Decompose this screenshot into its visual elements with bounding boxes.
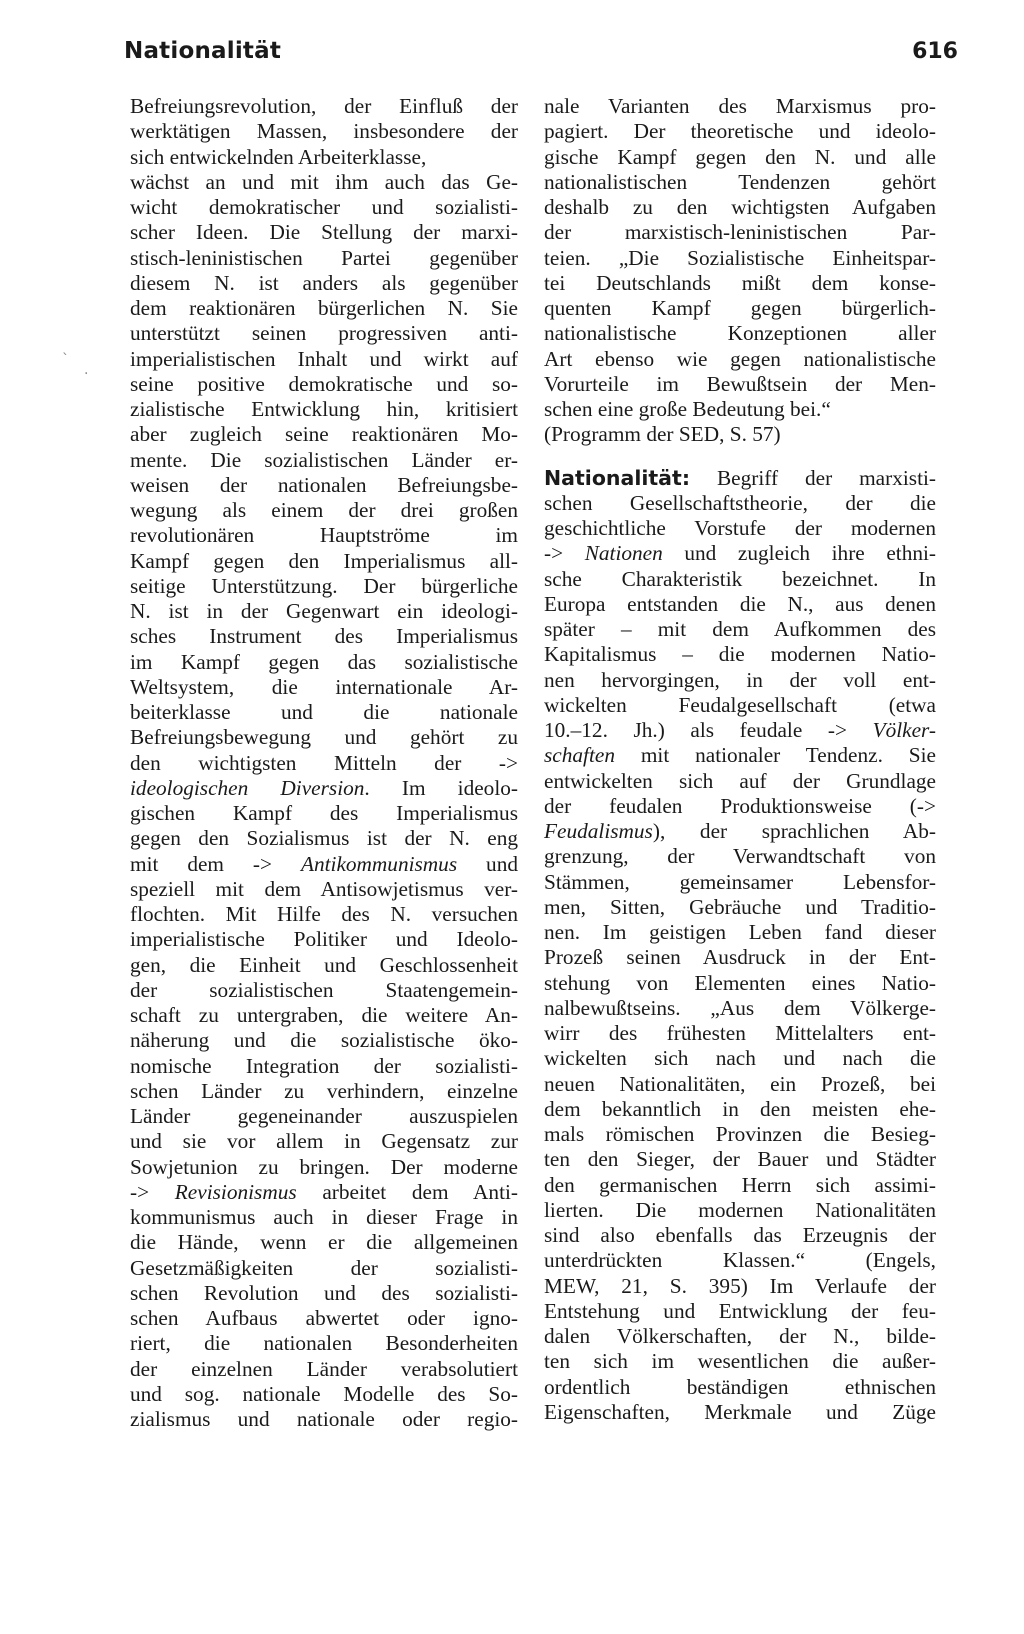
text-line: grenzung, der Verwandtschaft von xyxy=(544,844,936,869)
text-line: wickelten Feudalgesellschaft (etwa xyxy=(544,692,936,717)
text-line: deshalb zu den wichtigsten Aufgaben xyxy=(544,195,936,219)
text-line: entwickelten sich auf der Grundlage xyxy=(544,768,936,793)
text-line: 10.–12. Jh.) als feudale -> Völker- xyxy=(544,718,936,742)
cross-reference-term: ideologischen Diversion xyxy=(130,775,365,800)
text-line: schen Länder zu verhindern, einzelne xyxy=(130,1078,518,1103)
text-line: Stämmen, gemeinsamer Lebensfor- xyxy=(544,869,936,894)
text-line: sche Charakteristik bezeichnet. In xyxy=(544,566,936,591)
text-line: -> Revisionismus arbeitet dem Anti- xyxy=(130,1179,518,1204)
text-line: Kampf gegen den Imperialismus all- xyxy=(130,548,518,573)
text-line: werktätigen Massen, insbesondere der xyxy=(130,119,518,144)
text-line: wächst an und mit ihm auch das Ge- xyxy=(130,169,518,194)
text-line: Art ebenso wie gegen nationalistische xyxy=(544,346,936,371)
text-line: tei Deutschlands mißt dem konse- xyxy=(544,270,936,295)
text-line: sich entwickelnden Arbeiterklasse, xyxy=(130,144,427,169)
text-line: nationalistischen Tendenzen gehört xyxy=(544,169,936,194)
text-line: weisen der nationalen Befreiungsbe- xyxy=(130,472,518,497)
entry-first-line xyxy=(544,466,936,491)
arrow-icon: -> xyxy=(252,851,273,876)
arrow-icon: -> xyxy=(916,793,936,818)
text-line: dem bekanntlich in den meisten ehe- xyxy=(544,1096,936,1121)
text-line: schen Gesellschaftstheorie, der die xyxy=(544,490,936,515)
text-line: wirr des frühesten Mittelalters ent- xyxy=(544,1021,936,1045)
text-line: nen. Im geistigen Leben fand dieser xyxy=(544,920,936,944)
text-line: gische Kampf gegen den N. und alle xyxy=(544,144,936,169)
text-line: scher Ideen. Die Stellung der marxi- xyxy=(130,220,518,245)
text-line: pagiert. Der theoretische und ideolo- xyxy=(544,119,936,144)
text-line: unterstützt seinen progressiven anti- xyxy=(130,321,518,346)
text-line: kommunismus auch in dieser Frage in xyxy=(130,1205,518,1229)
text-line: nalbewußtseins. „Aus dem Völkerge- xyxy=(544,995,936,1020)
text-line: imperialistische Politiker und Ideolo- xyxy=(130,927,518,952)
left-column xyxy=(130,94,518,1432)
text-line: schaften mit nationaler Tendenz. Sie xyxy=(544,743,936,768)
text-line: dem reaktionären bürgerlichen N. Sie xyxy=(130,296,518,320)
text-line: beiterklasse und die nationale xyxy=(130,700,518,724)
text-line: speziell mit dem Antisowjetismus ver- xyxy=(130,876,518,901)
preceding-entry-continuation xyxy=(544,94,936,448)
text-line: ten sich im wesentlichen die außer- xyxy=(544,1349,936,1374)
text-line: mals römischen Provinzen die Besieg- xyxy=(544,1122,936,1146)
text-line: dalen Völkerschaften, der N., bilde- xyxy=(544,1324,936,1348)
text-line: gen, die Einheit und Geschlossenheit xyxy=(130,952,518,977)
text-line: und sie vor allem in Gegensatz zur xyxy=(130,1129,518,1154)
cross-reference-term: Nationen xyxy=(584,541,663,566)
text-line: sind also ebenfalls das Erzeugnis der xyxy=(544,1223,936,1247)
text-line: nationalistische Konzeptionen aller xyxy=(544,321,936,346)
entry-body xyxy=(544,491,936,1425)
margin-mark: · xyxy=(84,366,89,382)
text-line: schen Aufbaus abwertet oder igno- xyxy=(130,1306,518,1330)
text-line: Befreiungsbewegung und gehört zu xyxy=(130,725,518,750)
cross-reference-term: Feudalismus xyxy=(544,819,653,843)
text-line: seitige Unterstützung. Der bürgerliche xyxy=(130,573,518,598)
text-line: sches Instrument des Imperialismus xyxy=(130,624,518,649)
text-line: Gesetzmäßigkeiten der sozialisti- xyxy=(130,1255,518,1280)
text-line: den germanischen Herrn sich assimi- xyxy=(544,1172,936,1197)
text-line: imperialistischen Inhalt und wirkt auf xyxy=(130,346,518,371)
cross-reference-term: schaften xyxy=(544,743,615,768)
text-line: stisch-leninistischen Partei gegenüber xyxy=(130,245,518,270)
page-number: 616 xyxy=(912,39,958,64)
text-line: näherung und die sozialistische öko- xyxy=(130,1028,518,1053)
cross-reference-term: Völker- xyxy=(872,718,936,742)
text-line: schen eine große Bedeutung bei.“ xyxy=(544,397,831,421)
entry-first-line-text: Begriff der marxisti- xyxy=(690,465,936,490)
text-line: nale Varianten des Marxismus pro- xyxy=(544,94,936,118)
text-line: und sog. nationale Modelle des So- xyxy=(130,1381,518,1406)
text-line: riert, die nationalen Besonderheiten xyxy=(130,1331,518,1356)
text-line: N. ist in der Gegenwart ein ideologi- xyxy=(130,599,518,623)
text-line: wickelten sich nach und nach die xyxy=(544,1046,936,1071)
text-line: schaft zu untergraben, die weitere An- xyxy=(130,1003,518,1027)
text-line: -> Nationen und zugleich ihre ethni- xyxy=(544,541,936,566)
text-line: Vorurteile im Bewußtsein der Men- xyxy=(544,371,936,396)
text-line: Länder gegeneinander auszuspielen xyxy=(130,1104,518,1128)
text-line: mit dem -> Antikommunismus und xyxy=(130,851,518,876)
text-line: wegung als einem der drei großen xyxy=(130,498,518,522)
text-line: die Hände, wenn er die allgemeinen xyxy=(130,1230,518,1255)
cross-reference-term: Antikommunismus xyxy=(300,851,458,876)
text-line: quenten Kampf gegen bürgerlich- xyxy=(544,296,936,320)
text-line: stehung von Elementen eines Natio- xyxy=(544,970,936,995)
text-line: gegen den Sozialismus ist der N. eng xyxy=(130,826,518,851)
arrow-icon: -> xyxy=(498,750,518,775)
text-line: lierten. Die modernen Nationalitäten xyxy=(544,1197,936,1222)
running-header xyxy=(124,38,958,78)
text-line: Prozeß seinen Ausdruck in der Ent- xyxy=(544,945,936,970)
text-line: MEW, 21, S. 395) Im Verlaufe der xyxy=(544,1273,936,1298)
text-line: neuen Nationalitäten, ein Prozeß, bei xyxy=(544,1071,936,1096)
text-line: zialismus und nationale oder regio- xyxy=(130,1407,518,1431)
text-line: den wichtigsten Mitteln der -> xyxy=(130,750,518,775)
right-column xyxy=(544,94,936,1425)
entry-gap xyxy=(544,448,936,466)
text-line: nen hervorgingen, in der voll ent- xyxy=(544,667,936,692)
text-line: ordentlich beständigen ethnischen xyxy=(544,1374,936,1399)
text-line: der sozialistischen Staatengemein- xyxy=(130,977,518,1002)
text-line: der einzelnen Länder verabsolutiert xyxy=(130,1356,518,1381)
entry-head-word: Nationalität: xyxy=(544,465,691,490)
margin-mark: ` xyxy=(62,352,69,368)
text-line: ten den Sieger, der Bauer und Städter xyxy=(544,1147,936,1172)
text-line: nomische Integration der sozialisti- xyxy=(130,1053,518,1078)
text-line: zialistische Entwicklung hin, kritisiert xyxy=(130,397,518,421)
text-line: unterdrückten Klassen.“ (Engels, xyxy=(544,1248,936,1273)
text-line: Eigenschaften, Merkmale und Züge xyxy=(544,1399,936,1424)
arrow-icon: -> xyxy=(130,1179,150,1204)
text-line: gischen Kampf des Imperialismus xyxy=(130,801,518,825)
text-line: revolutionären Hauptströme im xyxy=(130,523,518,548)
text-line: Kapitalismus – die modernen Natio- xyxy=(544,642,936,667)
text-line: Entstehung und Entwicklung der feu- xyxy=(544,1298,936,1323)
text-line: Sowjetunion zu bringen. Der moderne xyxy=(130,1154,518,1179)
text-line: seine positive demokratische und so- xyxy=(130,371,518,396)
text-line: (Programm der SED, S. 57) xyxy=(544,422,781,447)
text-line: Befreiungsrevolution, der Einfluß der xyxy=(130,94,518,118)
text-line: men, Sitten, Gebräuche und Traditio- xyxy=(544,894,936,919)
text-line: geschichtliche Vorstufe der modernen xyxy=(544,516,936,540)
text-line: schen Revolution und des sozialisti- xyxy=(130,1280,518,1305)
text-line: Weltsystem, die internationale Ar- xyxy=(130,674,518,699)
cross-reference-term: Revisionismus xyxy=(174,1179,297,1204)
text-line: wicht demokratischer und sozialisti- xyxy=(130,195,518,219)
text-line: teien. „Die Sozialistische Einheitspar- xyxy=(544,245,936,270)
text-line: der feudalen Produktionsweise (-> xyxy=(544,793,936,818)
text-line: im Kampf gegen das sozialistische xyxy=(130,649,518,674)
text-line: diesem N. ist anders als gegenüber xyxy=(130,270,518,295)
text-line: der marxistisch-leninistischen Par- xyxy=(544,220,936,245)
text-line: ideologischen Diversion. Im ideolo- xyxy=(130,775,518,800)
header-title: Nationalität xyxy=(124,38,282,64)
text-line: später – mit dem Aufkommen des xyxy=(544,617,936,641)
text-line: aber zugleich seine reaktionären Mo- xyxy=(130,422,518,447)
arrow-icon: -> xyxy=(827,718,847,742)
text-line: flochten. Mit Hilfe des N. versuchen xyxy=(130,902,518,926)
text-line: Feudalismus), der sprachlichen Ab- xyxy=(544,819,936,843)
arrow-icon: -> xyxy=(544,541,564,566)
text-line: mente. Die sozialistischen Länder er- xyxy=(130,447,518,472)
text-line: Europa entstanden die N., aus denen xyxy=(544,591,936,616)
